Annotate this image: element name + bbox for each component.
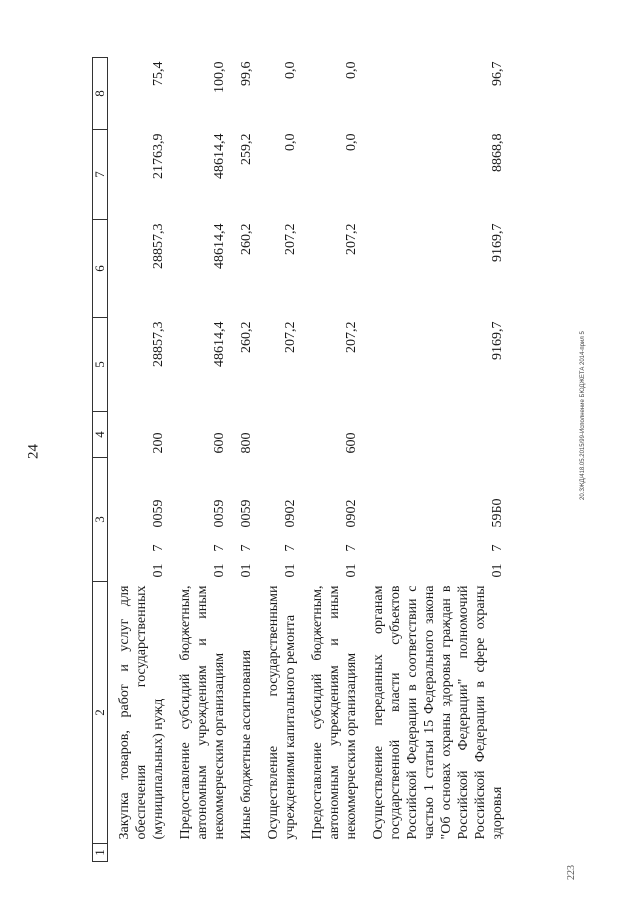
code-code-b: 7 bbox=[490, 544, 505, 552]
column-header: 7 bbox=[93, 130, 108, 220]
code-code-c: 0059 bbox=[212, 499, 227, 528]
value-col5: 9169,7 bbox=[490, 321, 505, 360]
code-d: 800 bbox=[239, 432, 254, 454]
col-1-cell bbox=[257, 844, 301, 862]
column-header: 3 bbox=[93, 458, 108, 582]
code-code-a: 01 bbox=[344, 563, 359, 578]
table-row bbox=[108, 58, 170, 862]
code-code-a: 01 bbox=[283, 563, 298, 578]
row-description: Предоставление субсидий бюджетным, автономным учреждениям и иным некоммерческим организациям bbox=[178, 585, 227, 840]
column-header: 4 bbox=[93, 412, 108, 458]
table-row bbox=[362, 58, 508, 862]
code-code-b: 7 bbox=[151, 544, 166, 552]
code-code-c: 0902 bbox=[344, 499, 359, 528]
table-header-row bbox=[93, 58, 108, 862]
value-col5: 28857,3 bbox=[151, 321, 166, 367]
row-codes bbox=[301, 458, 362, 582]
row-codes bbox=[230, 458, 257, 582]
code-code-a: 01 bbox=[212, 563, 227, 578]
row-codes bbox=[108, 458, 170, 582]
code-code-c: 0059 bbox=[151, 499, 166, 528]
value-col8: 99,6 bbox=[239, 61, 254, 86]
table-row bbox=[230, 58, 257, 862]
value-col7: 8868,8 bbox=[490, 133, 505, 172]
column-header: 2 bbox=[93, 582, 108, 844]
code-d: 600 bbox=[344, 432, 359, 454]
value-col6: 260,2 bbox=[239, 223, 254, 255]
col-1-cell bbox=[169, 844, 230, 862]
code-d bbox=[257, 412, 301, 458]
row-codes bbox=[362, 458, 508, 582]
value-col6: 28857,3 bbox=[151, 223, 166, 269]
row-description: Закупка товаров, работ и услуг для обеспечения государственных (муниципальных) нужд bbox=[117, 585, 166, 840]
column-header: 1 bbox=[93, 844, 108, 862]
value-col5: 48614,4 bbox=[212, 321, 227, 367]
value-col7: 0,0 bbox=[344, 133, 359, 151]
row-description: Предоставление субсидий бюджетным, автономным учреждениям и иным некоммерческим организациям bbox=[310, 585, 359, 840]
value-col5: 260,2 bbox=[239, 321, 254, 353]
col-1-cell bbox=[301, 844, 362, 862]
code-code-c: 0902 bbox=[283, 499, 298, 528]
code-d: 200 bbox=[151, 432, 166, 454]
row-codes bbox=[257, 458, 301, 582]
value-col8: 0,0 bbox=[283, 61, 298, 79]
value-col8: 96,7 bbox=[490, 61, 505, 86]
table-row bbox=[301, 58, 362, 862]
value-col7: 0,0 bbox=[283, 133, 298, 151]
value-col5: 207,2 bbox=[283, 321, 298, 353]
code-d bbox=[362, 412, 508, 458]
value-col6: 207,2 bbox=[283, 223, 298, 255]
table-row bbox=[169, 58, 230, 862]
col-1-cell bbox=[362, 844, 508, 862]
table-row bbox=[257, 58, 301, 862]
code-code-b: 7 bbox=[212, 544, 227, 552]
page-number: 24 bbox=[25, 444, 42, 459]
code-code-a: 01 bbox=[239, 563, 254, 578]
row-codes bbox=[169, 458, 230, 582]
value-col5: 207,2 bbox=[344, 321, 359, 353]
col-1-cell bbox=[230, 844, 257, 862]
code-code-a: 01 bbox=[151, 563, 166, 578]
code-code-c: 59Б0 bbox=[490, 498, 505, 528]
code-code-b: 7 bbox=[239, 544, 254, 552]
code-code-a: 01 bbox=[490, 563, 505, 578]
budget-table-sheet bbox=[92, 62, 592, 862]
column-header: 6 bbox=[93, 220, 108, 318]
value-col7: 21763,9 bbox=[151, 133, 166, 179]
column-header: 8 bbox=[93, 58, 108, 130]
value-col6: 9169,7 bbox=[490, 223, 505, 262]
value-col6: 48614,4 bbox=[212, 223, 227, 269]
value-col7: 48614,4 bbox=[212, 133, 227, 179]
corner-page-mark: 223 bbox=[566, 865, 577, 880]
budget-table bbox=[92, 57, 508, 862]
footer-file-note: 20.ЗЖД/418.05.2015/99-Исполнение БЮДЖЕТА 2014-прил 5 bbox=[580, 331, 586, 500]
row-description: Осуществление переданных органам государственной власти субъектов Российской Федерации в соответствии с частью 1 статьи 15 Федерального закона "Об основах охраны здоровья граждан в Российской Федерации" полномочий Российской Федерации в сфере охраны здоровья bbox=[371, 585, 505, 840]
value-col8: 75,4 bbox=[151, 61, 166, 86]
value-col7: 259,2 bbox=[239, 133, 254, 165]
code-code-b: 7 bbox=[283, 544, 298, 552]
column-header: 5 bbox=[93, 318, 108, 412]
row-description: Осуществление государственными учреждениями капитального ремонта bbox=[266, 585, 298, 840]
code-code-c: 0059 bbox=[239, 499, 254, 528]
col-1-cell bbox=[108, 844, 170, 862]
row-description: Иные бюджетные ассигнования bbox=[239, 649, 254, 840]
value-col6: 207,2 bbox=[344, 223, 359, 255]
value-col8: 100,0 bbox=[212, 61, 227, 93]
code-d: 600 bbox=[212, 432, 227, 454]
value-col8: 0,0 bbox=[344, 61, 359, 79]
code-code-b: 7 bbox=[344, 544, 359, 552]
